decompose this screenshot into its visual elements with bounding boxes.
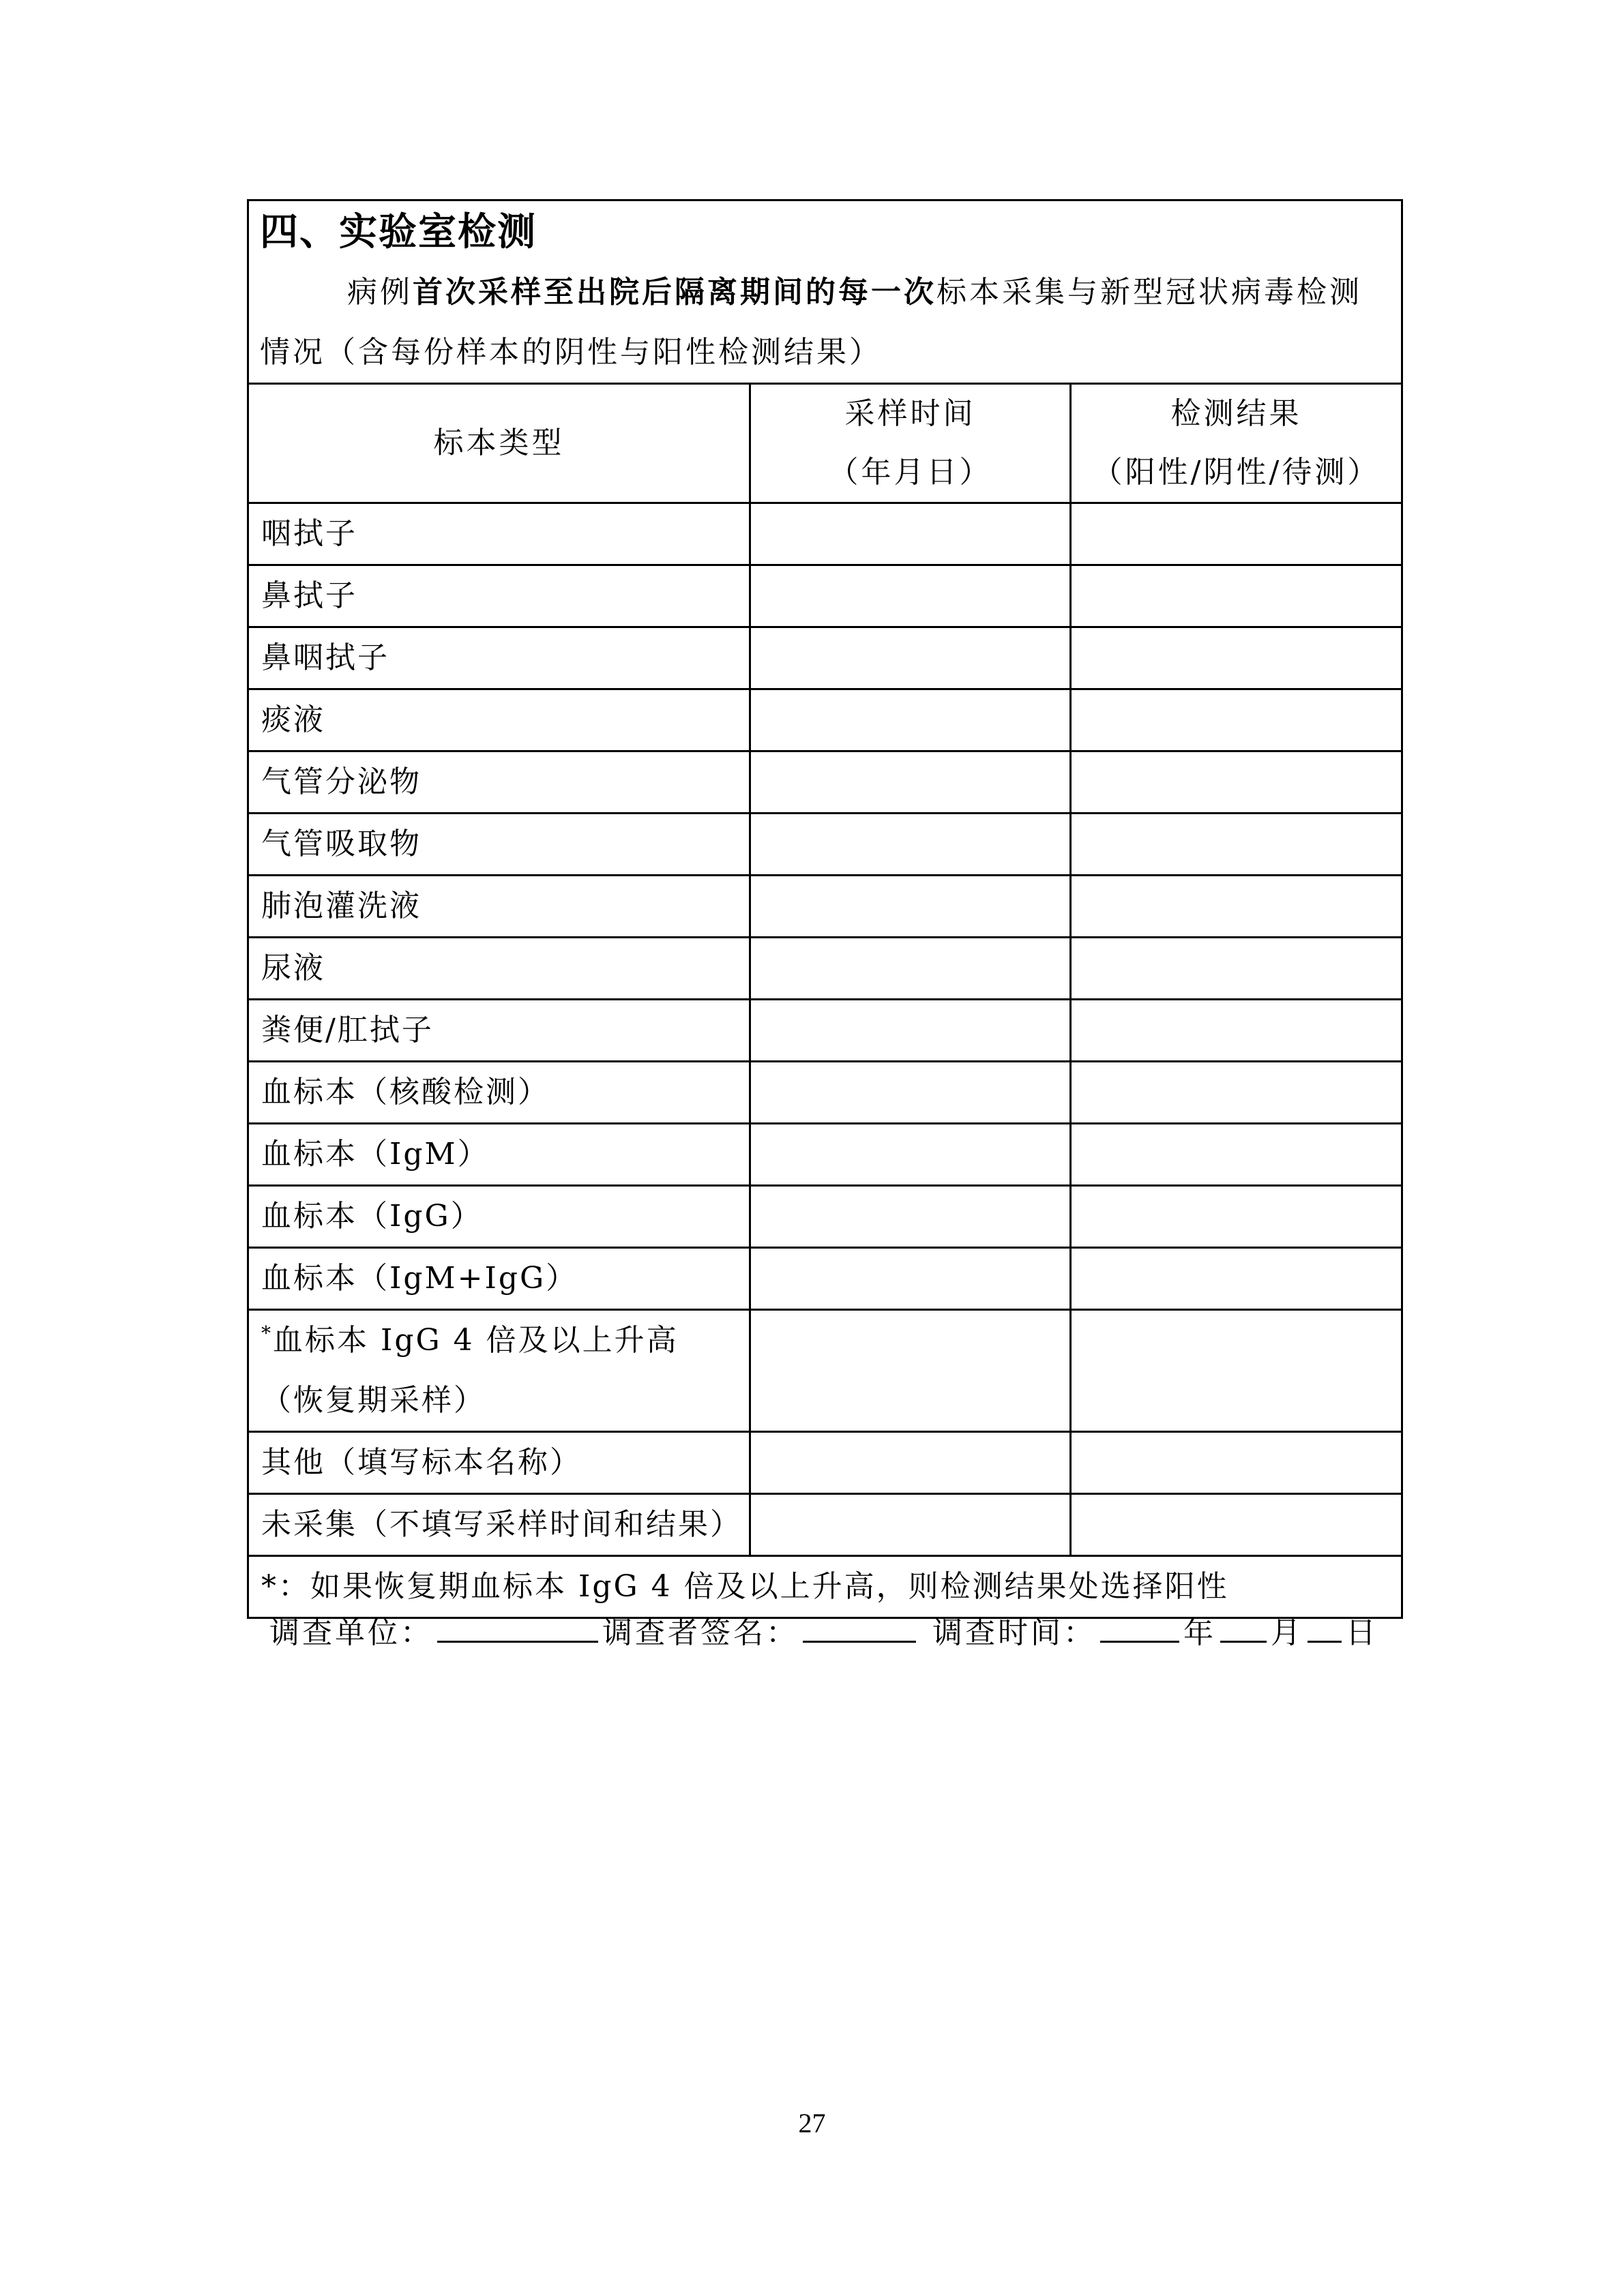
test-result-cell[interactable] <box>1071 1248 1402 1310</box>
header-specimen-type: 标本类型 <box>248 384 750 503</box>
section-header-cell <box>248 200 1402 384</box>
intro-text-1: 病例 <box>347 275 413 310</box>
sampling-time-cell[interactable] <box>750 1000 1071 1062</box>
test-result-cell[interactable] <box>1071 814 1402 876</box>
lab-test-form-table <box>247 199 1403 1619</box>
section-intro <box>260 263 1390 383</box>
test-result-cell[interactable] <box>1071 751 1402 814</box>
month-label: 月 <box>1271 1615 1303 1650</box>
table-row <box>248 938 1402 1000</box>
test-result-cell[interactable] <box>1071 1310 1402 1432</box>
header-test-result-line2: （阳性/阴性/待测） <box>1092 455 1381 490</box>
specimen-label: 气管分泌物 <box>248 751 750 814</box>
table-row <box>248 1186 1402 1248</box>
table-row <box>248 814 1402 876</box>
specimen-label-with-mark <box>248 1310 750 1432</box>
sampling-time-cell[interactable] <box>750 814 1071 876</box>
table-row <box>248 1432 1402 1494</box>
test-result-cell[interactable] <box>1071 1124 1402 1186</box>
sampling-time-cell[interactable] <box>750 938 1071 1000</box>
section-title: 四、实验室检测 <box>260 209 537 254</box>
sampling-time-cell[interactable] <box>750 1248 1071 1310</box>
sampling-time-cell[interactable] <box>750 503 1071 565</box>
sampling-time-cell[interactable] <box>750 751 1071 814</box>
table-row <box>248 1062 1402 1124</box>
specimen-label: 其他（填写标本名称） <box>248 1432 750 1494</box>
table-row <box>248 503 1402 565</box>
sampling-time-cell[interactable] <box>750 1186 1071 1248</box>
test-result-cell[interactable] <box>1071 1186 1402 1248</box>
footnote-text: *：如果恢复期血标本 IgG 4 倍及以上升高，则检测结果处选择阳性 <box>248 1556 1402 1618</box>
specimen-label: 粪便/肛拭子 <box>248 1000 750 1062</box>
test-result-cell[interactable] <box>1071 627 1402 689</box>
table-header-row <box>248 384 1402 503</box>
specimen-label: 肺泡灌洗液 <box>248 876 750 938</box>
survey-unit-label: 调查单位： <box>269 1615 433 1650</box>
sampling-time-cell[interactable] <box>750 1062 1071 1124</box>
specimen-label: 鼻咽拭子 <box>248 627 750 689</box>
specimen-label: 咽拭子 <box>248 503 750 565</box>
table-row <box>248 627 1402 689</box>
header-sampling-time <box>750 384 1071 503</box>
asterisk-mark: * <box>261 1322 273 1345</box>
header-test-result <box>1071 384 1402 503</box>
table-row <box>248 751 1402 814</box>
table-row <box>248 1000 1402 1062</box>
test-result-cell[interactable] <box>1071 876 1402 938</box>
table-row <box>248 876 1402 938</box>
table-row <box>248 1494 1402 1556</box>
survey-month-blank[interactable] <box>1220 1602 1267 1643</box>
specimen-label: 气管吸取物 <box>248 814 750 876</box>
test-result-cell[interactable] <box>1071 689 1402 751</box>
header-sampling-time-line1: 采样时间 <box>844 396 976 431</box>
survey-day-blank[interactable] <box>1308 1602 1342 1643</box>
year-label: 年 <box>1183 1615 1216 1650</box>
sampling-time-cell[interactable] <box>750 689 1071 751</box>
specimen-label: 痰液 <box>248 689 750 751</box>
test-result-cell[interactable] <box>1071 1062 1402 1124</box>
specimen-label: 血标本（IgM） <box>248 1124 750 1186</box>
day-label: 日 <box>1346 1615 1378 1650</box>
sampling-time-cell[interactable] <box>750 1494 1071 1556</box>
survey-year-blank[interactable] <box>1100 1602 1179 1643</box>
sampling-time-cell[interactable] <box>750 1310 1071 1432</box>
specimen-label: 血标本（IgM+IgG） <box>248 1248 750 1310</box>
signature-line <box>247 1602 1401 1660</box>
specimen-label: 尿液 <box>248 938 750 1000</box>
surveyor-signature-blank[interactable] <box>803 1602 916 1643</box>
table-row <box>248 1124 1402 1186</box>
surveyor-signature-label: 调查者签名： <box>602 1615 799 1650</box>
sampling-time-cell[interactable] <box>750 565 1071 627</box>
sampling-time-cell[interactable] <box>750 876 1071 938</box>
header-test-result-line1: 检测结果 <box>1170 396 1302 431</box>
test-result-cell[interactable] <box>1071 1000 1402 1062</box>
table-row <box>248 1248 1402 1310</box>
test-result-cell[interactable] <box>1071 938 1402 1000</box>
table-row <box>248 1310 1402 1432</box>
specimen-label: 血标本（IgG） <box>248 1186 750 1248</box>
section-header-row <box>248 200 1402 384</box>
header-sampling-time-line2: （年月日） <box>828 455 992 490</box>
test-result-cell[interactable] <box>1071 1432 1402 1494</box>
page-number: 27 <box>798 2108 826 2138</box>
sampling-time-cell[interactable] <box>750 1124 1071 1186</box>
sampling-time-cell[interactable] <box>750 1432 1071 1494</box>
intro-text-2-bold: 首次采样至出院后隔离期间的每一次 <box>413 275 936 310</box>
table-row <box>248 565 1402 627</box>
test-result-cell[interactable] <box>1071 1494 1402 1556</box>
sampling-time-cell[interactable] <box>750 627 1071 689</box>
specimen-label: 血标本（核酸检测） <box>248 1062 750 1124</box>
survey-unit-blank[interactable] <box>437 1602 598 1643</box>
specimen-label: 血标本 IgG 4 倍及以上升高（恢复期采样） <box>261 1323 679 1418</box>
specimen-label: 鼻拭子 <box>248 565 750 627</box>
test-result-cell[interactable] <box>1071 503 1402 565</box>
intro-text-3: 标本采集与新型冠状病毒检测情况（含每份样本的阴性与阳性检测结果） <box>260 275 1362 370</box>
specimen-label: 未采集（不填写采样时间和结果） <box>248 1494 750 1556</box>
table-row <box>248 689 1402 751</box>
test-result-cell[interactable] <box>1071 565 1402 627</box>
survey-time-label: 调查时间： <box>932 1615 1096 1650</box>
